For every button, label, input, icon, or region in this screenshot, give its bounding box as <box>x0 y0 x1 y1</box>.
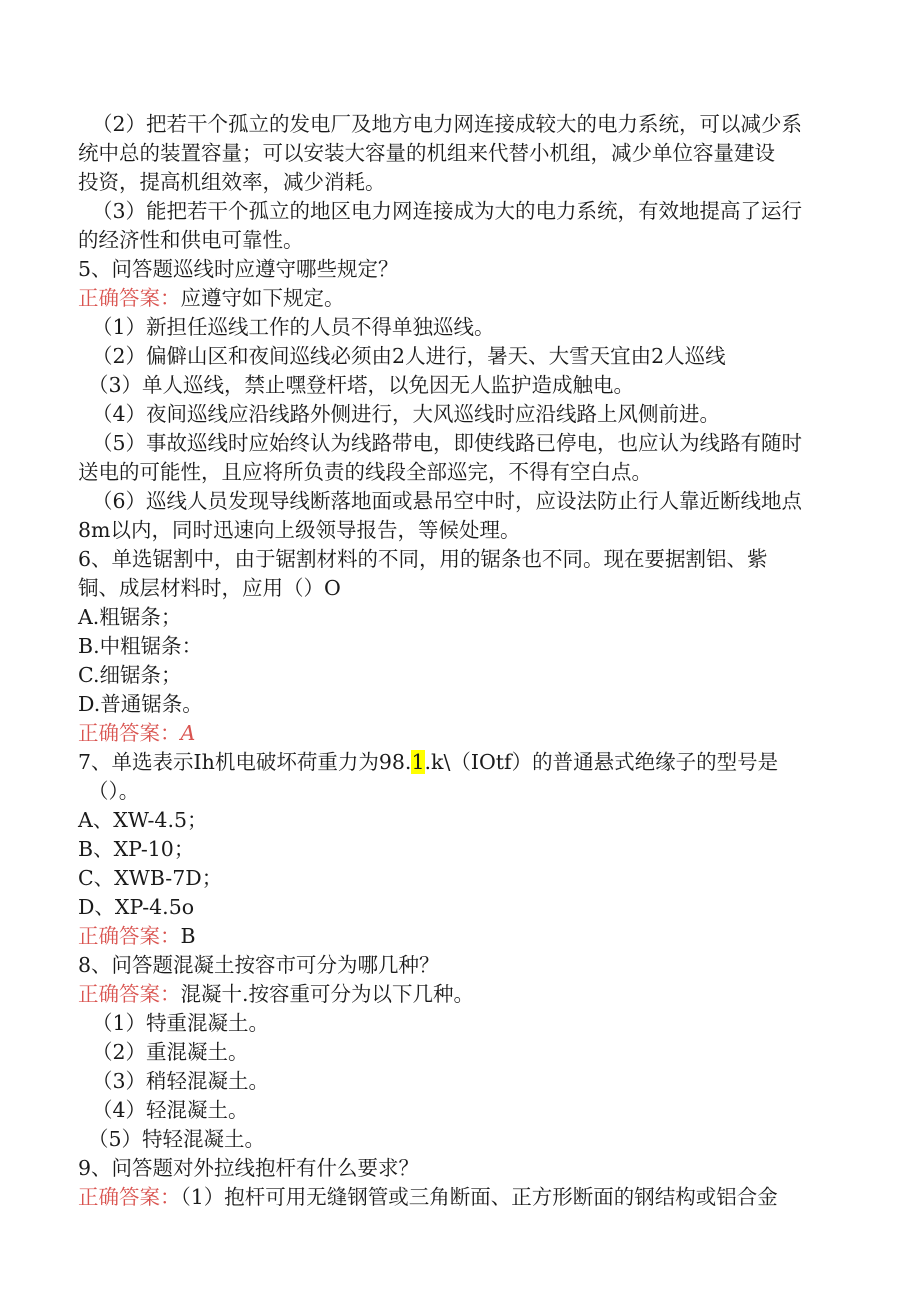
option-d: D、XP-4.5o <box>78 895 195 919</box>
answer-line-9 <box>78 1183 778 1211</box>
question-7: （）。 <box>88 779 140 803</box>
list-item: （5）特轻混凝土。 <box>88 1127 266 1151</box>
answer-line-7 <box>78 922 196 950</box>
question-8: 8、问答题混凝土按容市可分为哪几种？ <box>78 953 440 977</box>
question-6: 6、单选锯割中，由于锯割材料的不同，用的锯条也不同。现在要据割铝、紫 <box>78 547 768 571</box>
answer-line-6 <box>78 719 195 747</box>
paragraph-line: 的经济性和供电可靠性。 <box>78 228 304 252</box>
answer-label: 正确答案： <box>78 286 181 310</box>
option-a: A.粗锯条； <box>78 605 182 629</box>
list-item: （3）稍轻混凝土。 <box>92 1069 270 1093</box>
paragraph-line: （3）能把若干个孤立的地区电力网连接成为大的电力系统，有效地提高了运行 <box>92 199 803 223</box>
answer-value: A <box>180 721 196 745</box>
list-item: 8m以内，同时迅速向上级领导报告，等候处理。 <box>78 518 521 542</box>
question-6: 铜、成层材料时，应用（）O <box>78 576 341 600</box>
answer-value: B <box>180 924 196 948</box>
paragraph-line: 投资，提高机组效率，减少消耗。 <box>78 170 386 194</box>
list-item: （1）新担任巡线工作的人员不得单独巡线。 <box>92 315 495 339</box>
option-c: C.细锯条； <box>78 663 182 687</box>
question-text: .k\（IOtf）的普通悬式绝缘子的型号是 <box>424 750 779 774</box>
option-c: C、XWB-7D； <box>78 866 223 890</box>
option-a: A、XW-4.5； <box>78 808 208 832</box>
answer-text: （1）抱杆可用无缝钢管或三角断面、正方形断面的钢结构或铝合金 <box>180 1185 778 1209</box>
option-b: B.中粗锯条： <box>78 634 203 658</box>
list-item: （6）巡线人员发现导线断落地面或悬吊空中时，应设法防止行人靠近断线地点 <box>92 489 803 513</box>
highlighted-text: 1 <box>411 750 425 774</box>
list-item: （3）单人巡线，禁止嘿登杆塔，以免因无人监护造成触电。 <box>88 373 635 397</box>
list-item: （2）重混凝土。 <box>92 1040 249 1064</box>
question-9: 9、问答题对外拉线抱杆有什么要求？ <box>78 1156 420 1180</box>
paragraph-line: （2）把若干个孤立的发电厂及地方电力网连接成较大的电力系统，可以减少系 <box>92 112 803 136</box>
answer-label: 正确答案： <box>78 924 181 948</box>
answer-label: 正确答案： <box>78 721 181 745</box>
list-item: （4）轻混凝土。 <box>92 1098 249 1122</box>
list-item: （4）夜间巡线应沿线路外侧进行，大风巡线时应沿线路上风侧前进。 <box>92 402 721 426</box>
answer-label: 正确答案： <box>78 1185 181 1209</box>
option-d: D.普通锯条。 <box>78 692 203 716</box>
answer-text: 应遵守如下规定。 <box>180 286 345 310</box>
option-b: B、XP-10； <box>78 837 195 861</box>
answer-line-5 <box>78 284 345 312</box>
paragraph-line: 统中总的装置容量；可以安装大容量的机组来代替小机组，减少单位容量建设 <box>78 141 775 165</box>
answer-label: 正确答案： <box>78 982 181 1006</box>
list-item: （5）事故巡线时应始终认为线路带电，即使线路已停电，也应认为线路有随时 <box>92 431 803 455</box>
list-item: （1）特重混凝土。 <box>92 1011 270 1035</box>
answer-line-8 <box>78 980 474 1008</box>
question-5: 5、问答题巡线时应遵守哪些规定？ <box>78 257 399 281</box>
answer-text: 混凝十.按容重可分为以下几种。 <box>180 982 475 1006</box>
list-item: （2）偏僻山区和夜间巡线必须由2人进行，暑天、大雪天宜由2人巡线 <box>92 344 726 368</box>
list-item: 送电的可能性，且应将所负责的线段全部巡完，不得有空白点。 <box>78 460 652 484</box>
question-7 <box>78 748 778 776</box>
question-text: 7、单选表示Ih机电破坏荷重力为98. <box>78 750 412 774</box>
